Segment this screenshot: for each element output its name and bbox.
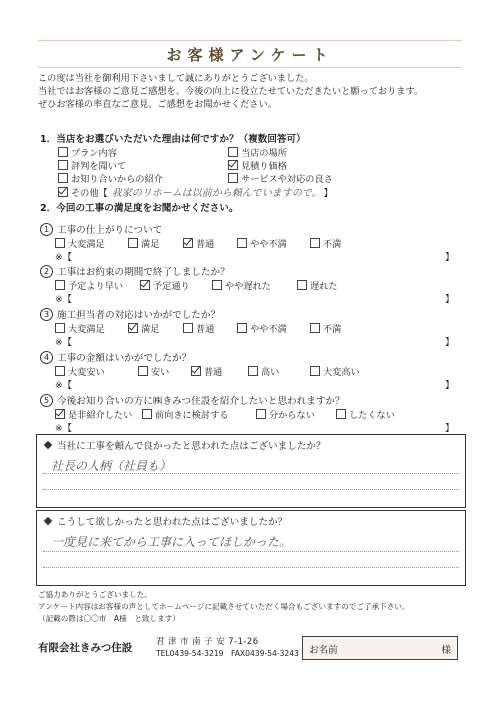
q1-option[interactable]: 見積り価格 bbox=[228, 158, 287, 172]
q2-option[interactable]: 前向きに検討する bbox=[142, 407, 229, 421]
checkbox[interactable] bbox=[228, 147, 238, 157]
panel-answer[interactable]: 社長の人柄（社員も） bbox=[51, 459, 172, 473]
q2-option[interactable]: やや不満 bbox=[237, 236, 287, 250]
q1-option[interactable]: 当店の場所 bbox=[228, 145, 287, 159]
q2-option[interactable]: 安い bbox=[138, 364, 169, 378]
q2-option[interactable]: 普通 bbox=[191, 364, 222, 378]
checkbox[interactable] bbox=[58, 160, 68, 170]
ruled-line bbox=[43, 473, 459, 474]
intro-line: この度は当社を御利用下さいまして誠にありがとうございました。 bbox=[38, 73, 314, 84]
q2-note-close: 】 bbox=[445, 294, 455, 305]
q2-option[interactable]: 満足 bbox=[128, 236, 159, 250]
q2-sub-question: 4 工事の金額はいかがでしたか？ bbox=[40, 350, 191, 364]
improvement-panel bbox=[36, 510, 466, 586]
company-phone: TEL0439-54-3219 FAX0439-54-3243 bbox=[156, 649, 299, 658]
ruled-line bbox=[43, 567, 459, 568]
q2-sub-question: 2 工事はお約束の期間で終了しましたか？ bbox=[40, 264, 230, 278]
q2-option[interactable]: やや不満 bbox=[237, 321, 287, 335]
q2-option[interactable]: やや遅れた bbox=[212, 278, 271, 292]
q2-option[interactable]: 普通 bbox=[183, 321, 214, 335]
q2-option[interactable]: 大変満足 bbox=[55, 321, 105, 335]
checkbox-checked[interactable] bbox=[228, 160, 238, 170]
q2-note-close: 】 bbox=[445, 380, 455, 391]
ruled-line bbox=[43, 551, 459, 552]
q2-sub-question: 5 今後お知り合いの方に㈱きみつ住設を紹介したいと思われますか？ bbox=[40, 393, 345, 407]
name-field[interactable] bbox=[302, 636, 458, 660]
q2-note: ※【 bbox=[55, 337, 72, 348]
q2-sub-question: 3 施工担当者の対応はいかがでしたか？ bbox=[40, 307, 220, 321]
q2-option[interactable]: したくない bbox=[336, 407, 395, 421]
q1-option[interactable]: 評判を聞いて bbox=[58, 158, 126, 172]
q1-other-answer: 我家のリホームは以前から頼んでいますので。 bbox=[111, 188, 322, 199]
q2-option[interactable]: 大変高い bbox=[310, 364, 360, 378]
panel-question: 当社に工事を頼んで良かったと思われた点はございましたか？ bbox=[41, 438, 326, 452]
q2-option[interactable]: 是非紹介したい bbox=[55, 407, 132, 421]
panel-question: こうして欲しかったと思われた点はございましたか？ bbox=[41, 514, 287, 528]
diamond-bullet-icon bbox=[44, 517, 52, 525]
q2-sub-question: 1 工事の仕上がりについて bbox=[40, 222, 162, 236]
q2-option[interactable]: 予定通り bbox=[140, 278, 190, 292]
intro-text bbox=[38, 72, 423, 111]
checkbox[interactable] bbox=[228, 173, 238, 183]
q2-note-close: 】 bbox=[445, 252, 455, 263]
q2-note: ※【 bbox=[55, 294, 72, 305]
q2-heading: 2．今回の工事の満足度をお聞かせください。 bbox=[40, 203, 239, 214]
good-points-panel bbox=[36, 434, 466, 508]
q2-option[interactable]: 遅れた bbox=[297, 278, 338, 292]
checkbox[interactable] bbox=[58, 173, 68, 183]
q1-option[interactable]: お知り合いからの紹介 bbox=[58, 171, 163, 185]
q1-option-other[interactable]: その他【 我家のリホームは以前から頼んでいますので。 】 bbox=[58, 184, 333, 199]
q2-option[interactable]: 高い bbox=[248, 364, 279, 378]
thanks-text: ご協力ありがとうございました。 bbox=[38, 590, 152, 599]
q2-option[interactable]: 大変満足 bbox=[55, 236, 105, 250]
intro-line: ぜひお客様の率直なご意見、ご感想をお聞かせください。 bbox=[38, 99, 277, 110]
checkbox[interactable] bbox=[58, 147, 68, 157]
intro-line: 当社ではお客様のご意見ご感想を、今後の向上に役立たせていただきたいと願っております。 bbox=[38, 86, 424, 97]
q2-option[interactable]: 不満 bbox=[310, 321, 341, 335]
company-address: 君 津 市 南 子 安 7-1-26 bbox=[156, 636, 259, 646]
ruled-line bbox=[43, 489, 459, 490]
footer-note: アンケート内容はお客様の声としてホームページに記載させていただく場合もございますのでご了承下さい。 bbox=[38, 602, 410, 611]
q2-note-close: 】 bbox=[445, 337, 455, 348]
company-name: 有限会社きみつ住設 bbox=[38, 642, 133, 654]
q1-option[interactable]: プラン内容 bbox=[58, 145, 117, 159]
q2-option[interactable]: 分からない bbox=[256, 407, 315, 421]
q1-heading: 1．当店をお選びいただいた理由は何ですか？（複数回答可） bbox=[40, 134, 306, 145]
checkbox-checked[interactable] bbox=[58, 187, 68, 197]
panel-answer[interactable]: 一度見に来てから工事に入ってほしかった。 bbox=[51, 535, 292, 549]
q2-note: ※【 bbox=[55, 252, 72, 263]
q2-option[interactable]: 大変安い bbox=[55, 364, 105, 378]
q1-option[interactable]: サービスや対応の良さ bbox=[228, 171, 333, 185]
q2-option[interactable]: 予定より早い bbox=[55, 278, 123, 292]
q2-note: ※【 bbox=[55, 380, 72, 391]
q2-note: ※【 bbox=[55, 423, 72, 434]
q2-note-close: 】 bbox=[445, 423, 455, 434]
name-suffix: 様 bbox=[441, 645, 451, 656]
q2-option[interactable]: 満足 bbox=[128, 321, 159, 335]
name-label: お名前 bbox=[309, 645, 338, 656]
footer-note: （記載の際は〇〇市 A様 と致します） bbox=[38, 614, 180, 623]
diamond-bullet-icon bbox=[44, 441, 52, 449]
q2-option[interactable]: 不満 bbox=[310, 236, 341, 250]
page-title: お客様アンケート bbox=[166, 46, 334, 64]
q2-option[interactable]: 普通 bbox=[183, 236, 214, 250]
